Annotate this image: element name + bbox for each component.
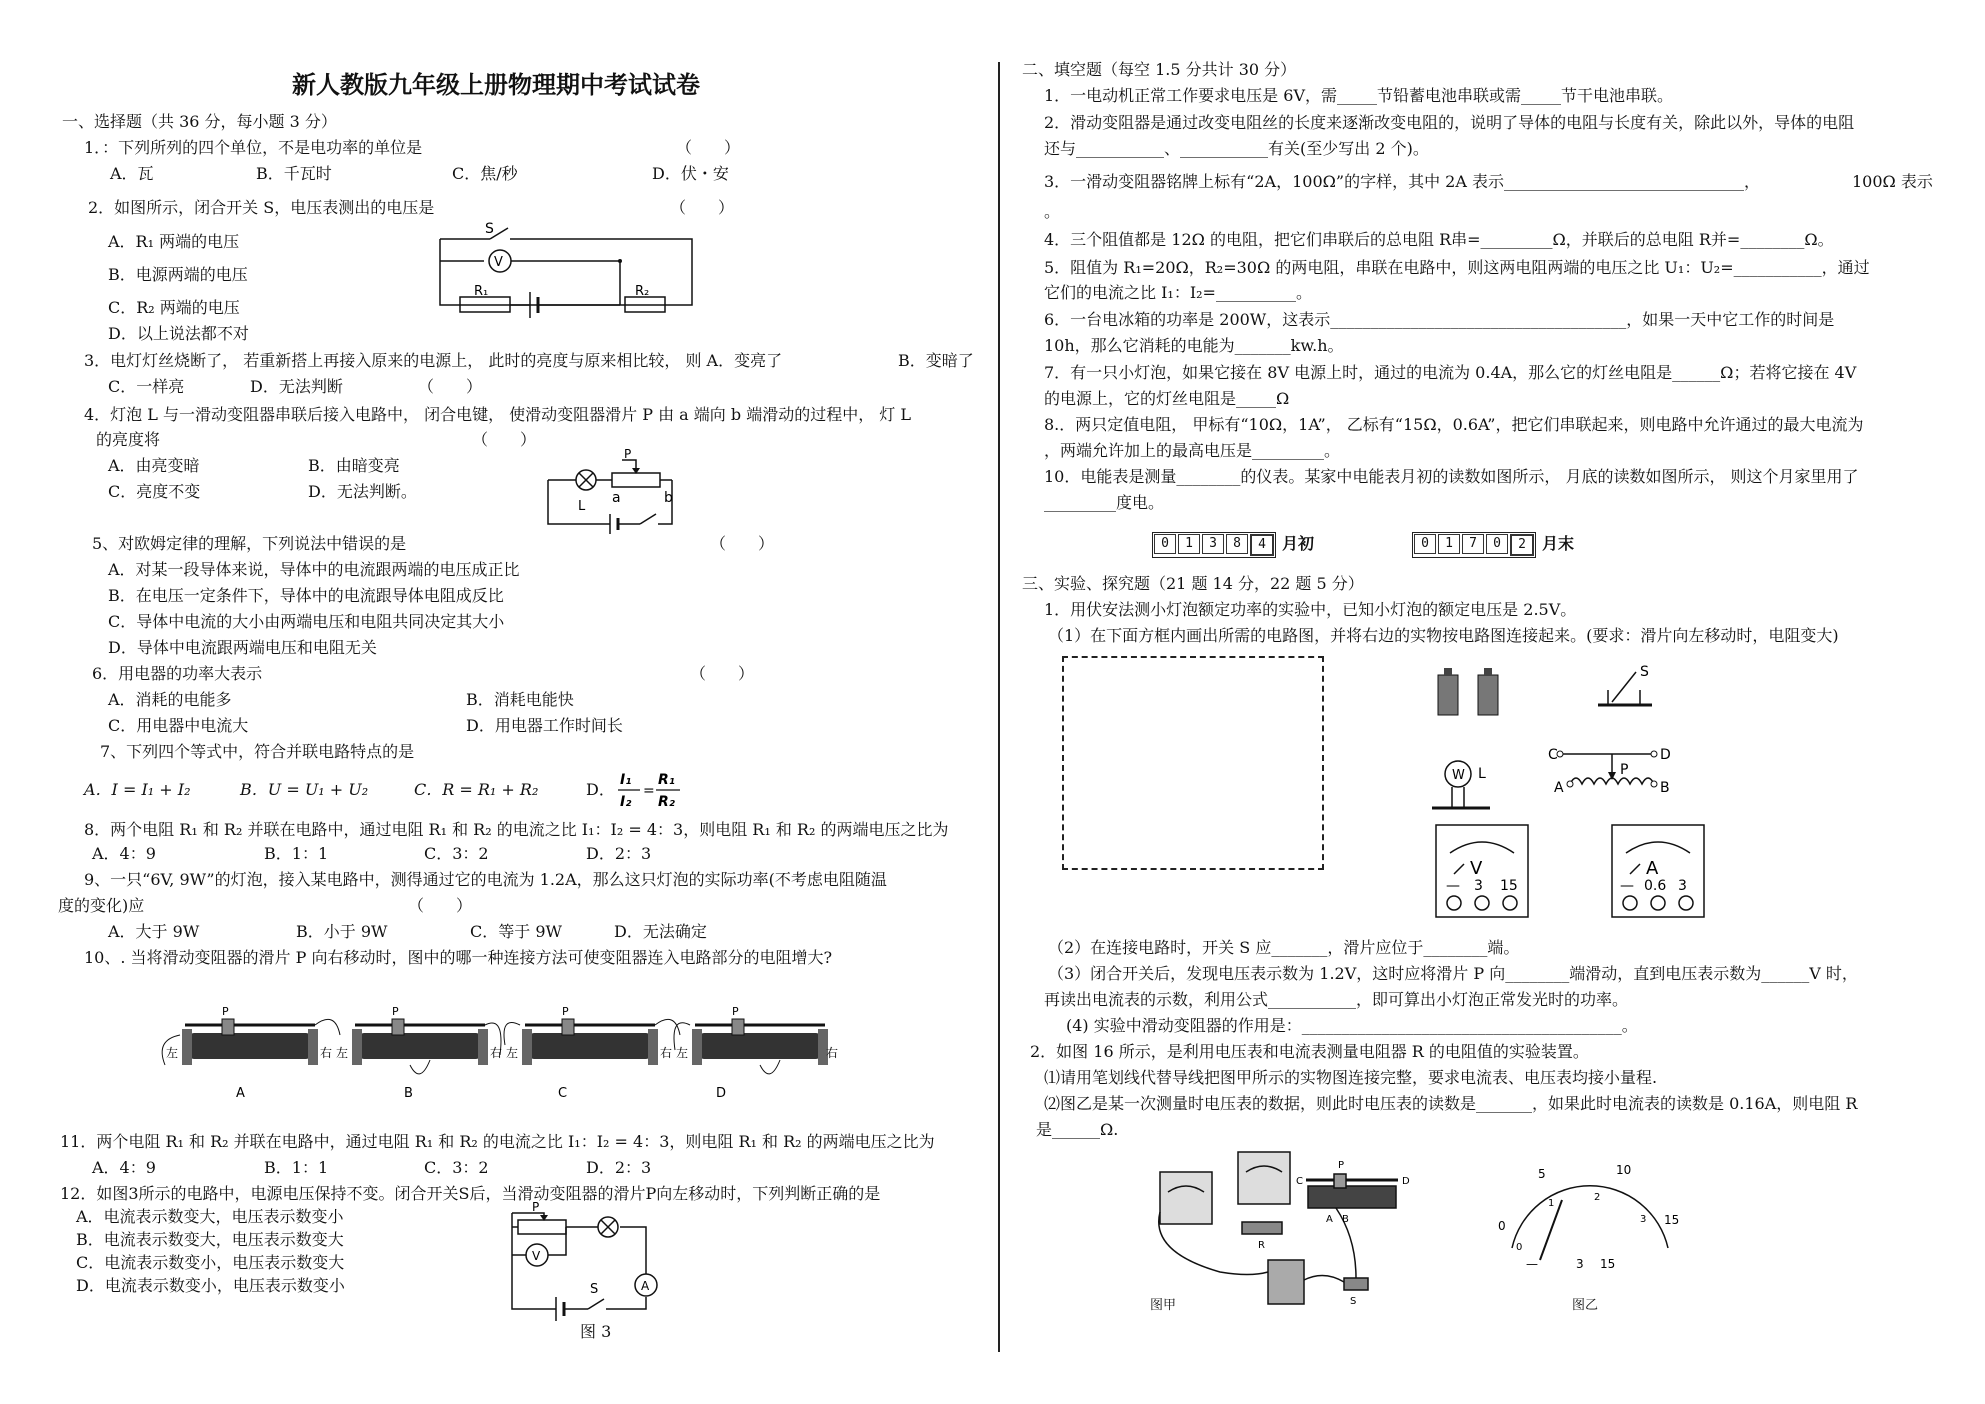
q10-label-p-b: P [392, 1005, 399, 1018]
meter-start-digit-decimal: 4 [1250, 534, 1274, 556]
q2-label-s: S [485, 221, 494, 237]
q9-stem-line1: 9、一只“6V, 9W”的灯泡，接入某电路中，测得通过它的电流为 1.2A，那么这只灯泡的实际功率(不考虑电阻随温 [84, 870, 887, 889]
dial-inner-1: 1 [1548, 1198, 1555, 1209]
meter-start-digit: 3 [1202, 534, 1224, 554]
q10-rheostat-d [674, 1019, 828, 1074]
q1-option-d[interactable]: D．伏・安 [652, 164, 729, 183]
dial-terminal-minus: — [1526, 1257, 1538, 1271]
figure-jia-caption: 图甲 [1150, 1298, 1177, 1313]
q9-option-c[interactable]: C．等于 9W [470, 922, 562, 941]
meter-end-digit: 1 [1438, 534, 1460, 554]
fill-q2-line2[interactable]: 还与___________、___________有关(至少写出 2 个)。 [1044, 139, 1429, 158]
q12-circuit-diagram [500, 1200, 670, 1315]
q6-answer-paren[interactable]: （ ） [690, 664, 755, 683]
svg-text:I₂: I₂ [620, 794, 632, 810]
fill-q3-tail[interactable]: 100Ω 表示 [1852, 172, 1933, 191]
svg-text:R₁: R₁ [658, 772, 675, 788]
q4-label-a: a [612, 490, 621, 506]
fill-q1[interactable]: 1．一电动机正常工作要求电压是 6V，需_____节铅蓄电池串联或需_____节干电池串联。 [1044, 86, 1674, 105]
q4-stem-line1: 4．灯泡 L 与一滑动变阻器串联后接入电路中， 闭合电键， 使滑动变阻器滑片 P 由 a 端向 b 端滑动的过程中， 灯 L [84, 405, 912, 424]
exp1-label-c: C [1548, 747, 1558, 763]
exp1-part1: （1）在下面方框内画出所需的电路图，并将右边的实物按电路图连接起来。(要求：滑片向左移动时，电阻变大) [1048, 626, 1839, 645]
section-fill-heading: 二、填空题（每空 1.5 分共计 30 分） [1022, 60, 1297, 79]
q7-stem: 7、下列四个等式中，符合并联电路特点的是 [100, 742, 415, 761]
exp1-label-l: L [1478, 766, 1486, 782]
q10-rheostat-figures [160, 1005, 839, 1105]
fill-q5-line2[interactable]: 它们的电流之比 I₁：I₂=__________。 [1044, 283, 1312, 302]
fig-jia-label-r: R [1258, 1240, 1265, 1251]
fill-q7-line1[interactable]: 7．有一只小灯泡，如果它接在 8V 电源上时，通过的电流为 0.4A，那么它的灯丝电阻是______Ω；若将它接在 4V [1044, 363, 1857, 382]
q5-stem: 5、对欧姆定律的理解，下列说法中错误的是 [92, 534, 407, 553]
q6-option-d[interactable]: D．用电器工作时间长 [466, 716, 623, 735]
fill-q3-line2: 。 [1044, 202, 1061, 221]
dial-inner-2: 2 [1594, 1192, 1601, 1203]
q2-answer-paren[interactable]: （ ） [670, 198, 735, 217]
fill-q10-line1[interactable]: 10．电能表是测量________的仪表。某家中电能表月初的读数如图所示， 月底的读数如图所示， 则这个月家里用了 [1044, 467, 1859, 486]
exp2-part1: ⑴请用笔划线代替导线把图甲所示的实物图连接完整，要求电流表、电压表均接小量程. [1044, 1068, 1658, 1087]
q11-option-c[interactable]: C．3：2 [424, 1158, 489, 1177]
q1-option-a[interactable]: A．瓦 [110, 164, 154, 183]
q10-label-right-b: 右 [490, 1046, 503, 1060]
q4-answer-paren[interactable]: （ ） [472, 430, 537, 449]
q8-stem: 8．两个电阻 R₁ 和 R₂ 并联在电路中，通过电阻 R₁ 和 R₂ 的电流之比 I₁：I₂ = 4：3，则电阻 R₁ 和 R₂ 的两端电压之比为 [84, 820, 949, 839]
voltmeter-terminal-15: 15 [1500, 878, 1518, 894]
meter-end-digit-decimal: 2 [1510, 534, 1534, 556]
fill-q8-line2[interactable]: ，两端允许加上的最高电压是_________。 [1044, 441, 1341, 460]
fill-q7-line2[interactable]: 的电源上，它的灯丝电阻是_____Ω [1044, 389, 1290, 408]
q5-option-a[interactable]: A．对某一段导体来说，导体中的电流跟两端的电压成正比 [108, 560, 520, 579]
exp1-part4[interactable]: (4) 实验中滑动变阻器的作用是：________________________________________。 [1066, 1016, 1638, 1035]
ammeter-terminal-06: 0.6 [1644, 878, 1667, 894]
fill-q6-line2[interactable]: 10h，那么它消耗的电能为_______kw.h。 [1044, 336, 1344, 355]
q11-option-a[interactable]: A．4：9 [92, 1158, 156, 1177]
fill-q8-line1: 8.．两只定值电阻， 甲标有“10Ω，1A”， 乙标有“15Ω，0.6A”，把它们串联起来，则电路中允许通过的最大电流为 [1044, 415, 1864, 434]
fill-q3-line1[interactable]: 3．一滑动变阻器铭牌上标有“2A，100Ω”的字样，其中 2A 表示______________________________， [1044, 172, 1760, 191]
exp1-part3-line1[interactable]: （3）闭合开关后，发现电压表示数为 1.2V，这时应将滑片 P 向________端滑动，直到电压表示数为______V 时， [1048, 964, 1858, 983]
exp1-label-b: B [1660, 780, 1670, 796]
dial-inner-0: 0 [1516, 1242, 1523, 1253]
exp1-part3-line2[interactable]: 再读出电流表的示数，利用公式___________，即可算出小灯泡正常发光时的功率。 [1044, 990, 1629, 1009]
q12-label-p: P [532, 1200, 540, 1214]
figure-yi-caption: 图乙 [1572, 1298, 1599, 1313]
fig-jia-switch-icon [1344, 1278, 1368, 1290]
section-choice-heading: 一、选择题（共 36 分，每小题 3 分） [62, 112, 337, 131]
q3-stem: 3．电灯灯丝烧断了， 若重新搭上再接入原来的电源上， 此时的亮度与原来相比较， 则 A．变亮了 [84, 351, 783, 370]
fill-q5-line1[interactable]: 5．阻值为 R₁=20Ω，R₂=30Ω 的两电阻，串联在电路中，则这两电阻两端的电压之比 U₁：U₂=___________，通过 [1044, 258, 1870, 277]
rheostat-icon [1560, 754, 1654, 784]
q2-option-d[interactable]: D．以上说法都不对 [108, 324, 249, 343]
q12-option-c[interactable]: C．电流表示数变小，电压表示数变大 [76, 1253, 345, 1272]
q10-label-p-c: P [562, 1005, 569, 1018]
svg-text:R₂: R₂ [658, 794, 675, 810]
ammeter-terminal-minus: — [1620, 878, 1634, 894]
q2-label-r1: R₁ [474, 284, 489, 299]
q10-label-p-a: P [222, 1005, 229, 1018]
q12-label-s: S [590, 1282, 599, 1297]
figure-jia-apparatus [1150, 1150, 1430, 1310]
fig-jia-resistor-icon [1242, 1222, 1282, 1234]
exp2-stem: 2．如图 16 所示，是利用电压表和电流表测量电阻器 R 的电阻值的实验装置。 [1030, 1042, 1589, 1061]
ammeter-terminal-3: 3 [1678, 878, 1687, 894]
q9-option-b[interactable]: B．小于 9W [296, 922, 388, 941]
q10-label-right-c: 右 [660, 1046, 673, 1060]
fig-jia-rheostat-icon [1308, 1186, 1396, 1208]
q4-option-a[interactable]: A．由亮变暗 [108, 456, 200, 475]
q4-circuit-diagram [540, 447, 690, 533]
q4-option-c[interactable]: C．亮度不变 [108, 482, 201, 501]
q8-option-c[interactable]: C．3：2 [424, 844, 489, 863]
q10-rheostat-c [504, 1019, 680, 1065]
fig-jia-label-a: A [1326, 1214, 1333, 1225]
q10-option-b[interactable]: B [404, 1086, 413, 1101]
dial-tick-0: 0 [1498, 1219, 1506, 1233]
voltmeter-terminal-3: 3 [1474, 878, 1483, 894]
q4-option-b[interactable]: B．由暗变亮 [308, 456, 400, 475]
exp1-label-p: P [1620, 762, 1629, 778]
q5-answer-paren[interactable]: （ ） [710, 534, 775, 553]
q1-answer-paren[interactable]: （ ） [676, 138, 741, 157]
q8-option-a[interactable]: A．4：9 [92, 844, 156, 863]
fig-jia-label-p: P [1338, 1160, 1345, 1171]
meter-start-digit: 1 [1178, 534, 1200, 554]
q4-stem-line2: 的亮度将 [96, 430, 161, 449]
q1-stem: 1．：下列所列的四个单位，不是电功率的单位是 [84, 138, 423, 157]
q7-option-d[interactable]: D． [586, 780, 615, 799]
q7-option-b[interactable]: B．U = U₁ + U₂ [240, 780, 369, 799]
fig-jia-label-d: D [1402, 1176, 1410, 1187]
svg-text:=: = [643, 783, 655, 799]
dial-needle [1540, 1200, 1562, 1260]
q8-option-d[interactable]: D．2：3 [586, 844, 652, 863]
q5-option-d[interactable]: D．导体中电流跟两端电压和电阻无关 [108, 638, 377, 657]
dial-inner-3: 3 [1640, 1214, 1647, 1225]
q2-option-a[interactable]: A．R₁ 两端的电压 [108, 232, 240, 251]
q12-label-a: A [641, 1279, 650, 1293]
meter-start-label: 月初 [1282, 534, 1315, 553]
dial-tick-15: 15 [1664, 1213, 1680, 1227]
svg-text:I₁: I₁ [620, 772, 632, 788]
q5-option-c[interactable]: C．导体中电流的大小由两端电压和电阻共同决定其大小 [108, 612, 505, 631]
q9-stem-line2: 度的变化)应 [58, 896, 145, 915]
q4-label-b: b [664, 490, 673, 506]
q6-option-a[interactable]: A．消耗的电能多 [108, 690, 232, 709]
fill-q4[interactable]: 4．三个阻值都是 12Ω 的电阻，把它们串联后的总电阻 R串=_________Ω，并联后的总电阻 R并=________Ω。 [1044, 230, 1834, 249]
q6-stem: 6．用电器的功率大表示 [92, 664, 263, 683]
q4-label-l: L [578, 499, 586, 514]
q10-option-a[interactable]: A [236, 1086, 245, 1101]
dial-terminal-3: 3 [1576, 1257, 1584, 1271]
voltmeter-symbol: V [1470, 858, 1483, 879]
q11-option-d[interactable]: D．2：3 [586, 1158, 652, 1177]
q12-figure-caption: 图 3 [580, 1322, 612, 1341]
q10-label-p-d: P [732, 1005, 739, 1018]
q9-answer-paren[interactable]: （ ） [408, 896, 473, 915]
q3-option-b[interactable]: B．变暗了 [898, 351, 974, 370]
exp2-part2-line2[interactable]: 是______Ω. [1036, 1120, 1119, 1139]
energy-meter-start [1152, 532, 1276, 558]
q10-rheostat-b [352, 1019, 501, 1074]
dial-tick-10: 10 [1616, 1163, 1632, 1177]
meter-end-label: 月末 [1542, 534, 1575, 553]
fill-q6-line1[interactable]: 6．一台电冰箱的功率是 200W，这表示_____________________________________，如果一天中它工作的时间是 [1044, 310, 1835, 329]
exp1-part2[interactable]: （2）在连接电路时，开关 S 应_______，滑片应位于________端。 [1048, 938, 1520, 957]
fig-jia-label-s: S [1350, 1296, 1357, 1307]
q10-label-left-c: 左 [506, 1046, 519, 1060]
dial-tick-5: 5 [1538, 1167, 1546, 1181]
meter-end-digit: 0 [1414, 534, 1436, 554]
ammeter-symbol: A [1646, 858, 1659, 879]
q2-stem: 2．如图所示，闭合开关 S，电压表测出的电压是 [88, 198, 435, 217]
q12-option-a[interactable]: A．电流表示数变大，电压表示数变小 [76, 1207, 344, 1226]
page-title: 新人教版九年级上册物理期中考试试卷 [292, 70, 700, 99]
q10-label-left-d: 左 [676, 1046, 689, 1060]
exp1-label-w: W [1452, 768, 1465, 783]
q4-option-d[interactable]: D．无法判断。 [308, 482, 417, 501]
q10-label-right-d: 右 [826, 1046, 839, 1060]
q3-option-d[interactable]: D．无法判断 [250, 377, 343, 396]
q12-option-d[interactable]: D．电流表示数变小，电压表示数变小 [76, 1276, 345, 1295]
q6-option-b[interactable]: B．消耗电能快 [466, 690, 574, 709]
q2-option-c[interactable]: C．R₂ 两端的电压 [108, 298, 240, 317]
fig-jia-voltmeter-icon [1238, 1152, 1290, 1204]
q10-label-left-a: 左 [166, 1046, 179, 1060]
meter-start-digit: 8 [1226, 534, 1248, 554]
q7-option-a[interactable]: A．I = I₁ + I₂ [84, 780, 191, 799]
q7-option-d-fraction [618, 768, 678, 812]
meter-start-digit: 0 [1154, 534, 1176, 554]
q12-label-v: V [532, 1249, 541, 1263]
q3-answer-paren[interactable]: （ ） [418, 377, 483, 396]
exp1-label-d: D [1660, 747, 1671, 763]
q10-option-c[interactable]: C [558, 1086, 568, 1101]
energy-meter-end [1412, 532, 1536, 558]
q9-option-d[interactable]: D．无法确定 [614, 922, 707, 941]
exp2-part2-line1[interactable]: ⑵图乙是某一次测量时电压表的数据，则此时电压表的读数是_______，如果此时电流表的读数是 0.16A，则电阻 R [1044, 1094, 1858, 1113]
q11-option-b[interactable]: B．1：1 [264, 1158, 329, 1177]
section-experiment-heading: 三、实验、探究题（21 题 14 分，22 题 5 分） [1022, 574, 1364, 593]
q10-label-left-b: 左 [336, 1046, 349, 1060]
q8-option-b[interactable]: B．1：1 [264, 844, 329, 863]
right-column [1000, 0, 1985, 1404]
q12-option-b[interactable]: B．电流表示数变大，电压表示数变大 [76, 1230, 344, 1249]
figure-yi-voltmeter-dial [1490, 1160, 1690, 1270]
q10-stem: 10、. 当将滑动变阻器的滑片 P 向右移动时，图中的哪一种连接方法可使变阻器连入电路部分的电阻增大? [84, 948, 833, 967]
fig-jia-label-b: B [1342, 1214, 1349, 1225]
q11-stem: 11．两个电阻 R₁ 和 R₂ 并联在电路中，通过电阻 R₁ 和 R₂ 的电流之比 I₁：I₂ = 4：3，则电阻 R₁ 和 R₂ 的两端电压之比为 [60, 1132, 935, 1151]
exp1-stem: 1．用伏安法测小灯泡额定功率的实验中，已知小灯泡的额定电压是 2.5V。 [1044, 600, 1577, 619]
battery-pair-icon [1438, 668, 1498, 715]
q5-option-b[interactable]: B．在电压一定条件下，导体中的电流跟导体电阻成反比 [108, 586, 504, 605]
q10-label-right-a: 右 [320, 1046, 333, 1060]
q2-circuit-diagram [430, 221, 700, 315]
exp1-apparatus [1430, 660, 1730, 930]
q4-label-p: P [624, 447, 632, 461]
q12-stem: 12．如图3所示的电路中，电源电压保持不变。闭合开关S后，当滑动变阻器的滑片P向左移动时，下列判断正确的是 [60, 1184, 881, 1203]
fig-jia-ammeter-icon [1160, 1172, 1212, 1224]
fig-jia-battery-icon [1268, 1260, 1304, 1304]
q1-option-c[interactable]: C．焦/秒 [452, 164, 518, 183]
exp1-label-a: A [1554, 780, 1564, 796]
q3-option-c[interactable]: C．一样亮 [108, 377, 185, 396]
q2-option-b[interactable]: B．电源两端的电压 [108, 265, 248, 284]
fill-q10-line2[interactable]: _________度电。 [1044, 493, 1165, 512]
q6-option-c[interactable]: C．用电器中电流大 [108, 716, 249, 735]
q7-option-c[interactable]: C．R = R₁ + R₂ [414, 780, 539, 799]
fig-jia-label-c: C [1296, 1176, 1303, 1187]
fill-q2-line1: 2．滑动变阻器是通过改变电阻丝的长度来逐渐改变电阻的，说明了导体的电阻与长度有关，除此以外，导体的电阻 [1044, 113, 1855, 132]
q1-option-b[interactable]: B．千瓦时 [256, 164, 332, 183]
circuit-drawing-box[interactable] [1062, 656, 1324, 870]
q2-label-r2: R₂ [635, 284, 650, 299]
dial-terminal-15: 15 [1600, 1257, 1616, 1271]
q10-option-d[interactable]: D [716, 1086, 727, 1101]
voltmeter-terminal-minus: — [1446, 878, 1460, 894]
q10-rheostat-a [162, 1019, 340, 1065]
exp1-label-s: S [1640, 664, 1649, 680]
meter-end-digit: 7 [1462, 534, 1484, 554]
q2-label-v: V [494, 255, 503, 270]
meter-end-digit: 0 [1486, 534, 1508, 554]
q9-option-a[interactable]: A．大于 9W [108, 922, 200, 941]
